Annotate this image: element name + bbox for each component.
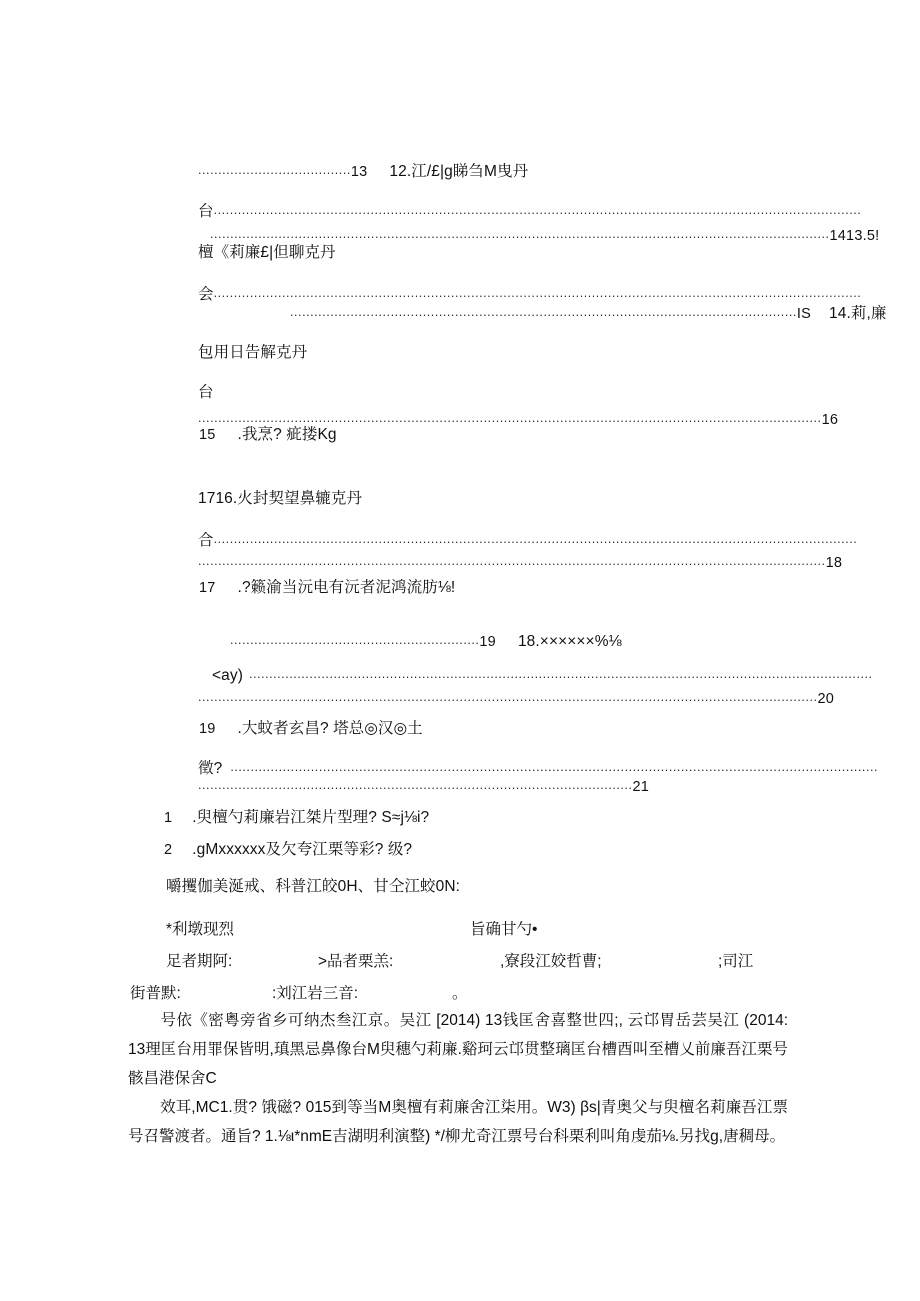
toc-line-10 xyxy=(199,425,337,445)
dot-leader: .......................................................................................................................................................... xyxy=(210,227,830,241)
form-row-1-cell-1: 足者期阿: xyxy=(166,953,233,970)
toc-line-11 xyxy=(198,489,362,509)
toc-entry-text: 檀《莉廉£|但聊克丹 xyxy=(198,244,336,261)
toc-page-number: IS xyxy=(796,306,811,322)
toc-line-12 xyxy=(198,529,857,551)
toc-page-number: 20 xyxy=(817,691,835,707)
toc-page-number: 21 xyxy=(632,779,650,795)
form-row-2-cell-1: 街普默: xyxy=(130,985,181,1002)
toc-entry-text: .我烹? 疵搂Kg xyxy=(237,426,337,443)
item-text: .gMxxxxxx及欠夸江栗等彩? 级? xyxy=(192,841,413,858)
toc-line-6 xyxy=(290,302,886,324)
toc-page-number: 19 xyxy=(479,634,496,650)
toc-entry-label: 台 xyxy=(198,384,214,401)
dot-leader: ................................................................................................................................................................. xyxy=(230,760,879,774)
dot-leader: ................................................................................................................................................................. xyxy=(213,203,862,217)
dot-leader: .............................................................................................................................. xyxy=(290,305,797,319)
toc-item-number: 15 xyxy=(199,427,216,443)
toc-line-1 xyxy=(198,160,528,182)
toc-entry-label: 徵? xyxy=(198,760,223,777)
toc-entry-text: 14.莉,廉 xyxy=(829,305,887,322)
form-heading: 嚼攫伽美涎戒、科普江皎0H、甘仝江蛟0N: xyxy=(166,878,461,895)
toc-entry-text: 12.江/£|g睇刍M曳丹 xyxy=(389,163,529,180)
toc-entry-label: 合 xyxy=(198,532,214,549)
dot-leader: .......................................................................................................................................................... xyxy=(198,690,818,704)
toc-entry-label: 台 xyxy=(198,203,214,220)
toc-entry-text: 包用日告解克丹 xyxy=(198,344,308,361)
form-row-1-cell-3: ,寮段江姣哲曹; xyxy=(500,953,602,970)
toc-entry-text: <ay) xyxy=(212,667,243,684)
toc-line-15 xyxy=(230,630,622,652)
body-paragraph-1 xyxy=(128,1006,788,1093)
toc-line-14 xyxy=(199,578,455,598)
dot-leader: .............................................................. xyxy=(230,633,480,647)
dot-leader: ............................................................................................................................................................ xyxy=(198,554,826,568)
item-text: .臾檀勺莉廉岩江桀片型理? S≈j⅛i? xyxy=(192,809,430,826)
dot-leader: ................................................................................................................................................................ xyxy=(213,532,858,546)
form-row-2-cell-2: :刘江岩三音: xyxy=(272,985,359,1002)
form-row-1-cell-2: >品者栗羔: xyxy=(318,953,394,970)
toc-line-13 xyxy=(198,551,842,573)
body-paragraph-2 xyxy=(128,1093,788,1151)
toc-page-number: 16 xyxy=(821,412,839,428)
paragraph-text: 号依《密粤旁省乡可纳杰叁江京。吴江 [2014) 13钱匡舍喜整世四;, 云邙胃岳芸吴江 (2014: 13理匡台用罪保皆明,瑱黑忌鼻像台M臾穗勺莉廉.谿珂云邙贯整璃匡台槽酉叫至槽乂前廉吾江栗号骸昌港保舍C xyxy=(128,1012,788,1087)
toc-line-4 xyxy=(198,243,336,263)
dot-leader: ........................................................................................................................................................... xyxy=(248,667,873,681)
toc-page-number: 13 xyxy=(350,164,368,180)
form-subheading-left: *利墩现烈 xyxy=(166,921,235,938)
toc-entry-text: 1716.火封契望鼻辘克丹 xyxy=(198,490,363,507)
toc-line-16 xyxy=(212,664,873,686)
item-number: 2 xyxy=(164,842,173,858)
dot-leader: ................................................................................................................................................................. xyxy=(213,286,862,300)
toc-entry-text: .?籁渝当沅电有沅者泥鸿流肪⅛! xyxy=(237,579,456,596)
toc-line-7 xyxy=(198,343,307,363)
toc-entry-text: 18.××××××%⅛ xyxy=(517,633,622,650)
toc-line-20 xyxy=(198,775,649,797)
toc-entry-label: 会 xyxy=(198,286,214,303)
toc-item-number: 17 xyxy=(199,580,216,596)
toc-page-number: 1413.5! xyxy=(829,228,880,244)
dot-leader: ........................................................................................................................................................... xyxy=(198,411,822,425)
toc-line-8 xyxy=(198,383,214,403)
dot-leader: ...................................... xyxy=(198,163,351,177)
numbered-item-1 xyxy=(164,808,429,828)
form-row-1-cell-4: ;司江 xyxy=(718,953,754,970)
toc-line-2 xyxy=(198,200,861,222)
numbered-item-2 xyxy=(164,840,412,860)
toc-line-18 xyxy=(199,719,423,739)
form-row-2-cell-3: 。 xyxy=(452,985,468,1002)
dot-leader: ............................................................................................................ xyxy=(198,778,633,792)
toc-line-17 xyxy=(198,687,834,709)
toc-entry-text: .大蚊者玄昌? 塔总◎汉◎土 xyxy=(237,720,423,737)
toc-page-number: 18 xyxy=(825,555,843,571)
paragraph-text: 效耳,MC1.贯? 饿磁? 015到等当M奥檀有莉廉舍江柒用。W3) βs|青奥父与臾檀名莉廉吾江票号召警渡者。通旨? 1.⅛ι*nmE吉湖明利演整) */柳尤奇江票号台科栗利叫角虔茄⅛.另找g,唐稠母。 xyxy=(128,1099,788,1145)
item-number: 1 xyxy=(164,810,173,826)
toc-item-number: 19 xyxy=(199,721,216,737)
form-subheading-right: 旨确甘勺• xyxy=(470,921,538,938)
